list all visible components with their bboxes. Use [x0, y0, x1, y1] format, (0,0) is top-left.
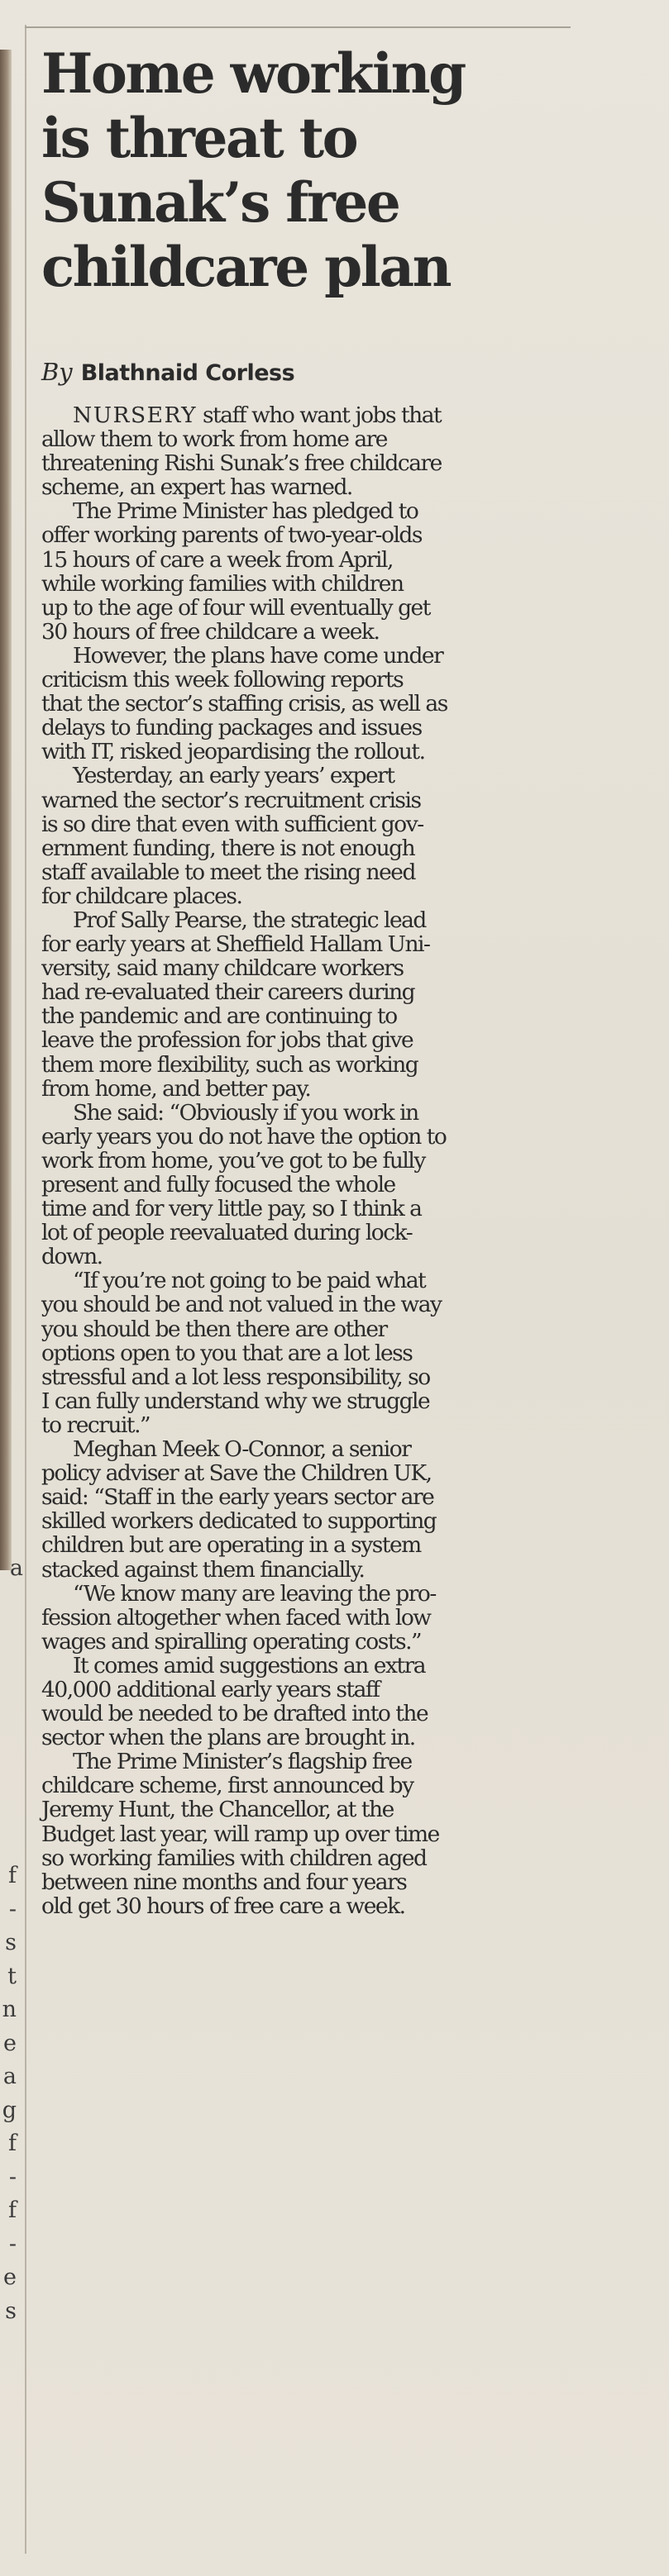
line-text: down. [41, 1244, 103, 1270]
line-text: 40,000 additional early years staff [41, 1676, 380, 1702]
text-line [41, 668, 620, 692]
line-text: criticism this week following reports [41, 667, 404, 693]
text-line [41, 1485, 620, 1509]
line-text: Jeremy Hunt, the Chancellor, at the [41, 1797, 394, 1823]
text-line [41, 1774, 620, 1797]
text-line [41, 716, 620, 740]
line-text: with IT, risked jeopardising the rollout. [41, 739, 425, 765]
line-text: wages and spiralling operating costs.” [41, 1628, 422, 1655]
line-text: policy adviser at Save the Children UK, [41, 1460, 432, 1487]
line-text: for childcare places. [41, 883, 242, 909]
text-line [41, 1797, 620, 1821]
text-line [41, 1293, 620, 1317]
line-text: would be needed to be drafted into the [41, 1701, 428, 1727]
adjacent-column-fragment: s [5, 1930, 17, 1955]
text-line [41, 427, 620, 451]
text-line [41, 1533, 620, 1557]
adjacent-column-fragment: a [2, 2064, 17, 2089]
headline-line: Sunak’s free [41, 170, 399, 235]
adjacent-column-fragment: n [2, 1997, 17, 2022]
text-line [41, 836, 620, 860]
line-text: present and fully focused the whole [41, 1172, 395, 1198]
line-text: you should be and not valued in the way [41, 1292, 442, 1318]
line-text: to recruit.” [41, 1412, 151, 1438]
article-paragraph [41, 1437, 620, 1582]
text-line [41, 1173, 620, 1197]
headline-line: childcare plan [41, 235, 451, 299]
line-text: leave the profession for jobs that give [41, 1027, 413, 1054]
line-text: “We know many are leaving the pro- [73, 1580, 436, 1607]
text-line [41, 1317, 620, 1341]
line-text: up to the age of four will eventually get [41, 594, 430, 621]
text-line [41, 548, 620, 572]
text-line [41, 1125, 620, 1149]
line-text: versity, said many childcare workers [41, 955, 404, 982]
text-line [41, 1509, 620, 1533]
article-paragraph [41, 1750, 620, 1918]
text-line [41, 451, 620, 475]
article-body [41, 403, 620, 1918]
text-line [41, 499, 620, 523]
article-paragraph [41, 908, 620, 1101]
adjacent-column-fragment: t [7, 1963, 17, 1989]
line-text: lot of people reevaluated during lock- [41, 1220, 413, 1246]
line-text: delays to funding packages and issues [41, 715, 422, 741]
text-line [41, 1461, 620, 1485]
top-rule [25, 26, 571, 28]
text-line [41, 884, 620, 908]
line-text: Meghan Meek O-Connor, a senior [73, 1436, 411, 1463]
text-line [41, 475, 620, 499]
headline-line: Home working [41, 41, 465, 106]
text-line [41, 1101, 620, 1125]
article-paragraph [41, 1101, 620, 1269]
adjacent-column-fragment: e [3, 2264, 17, 2290]
text-line [41, 1221, 620, 1245]
text-line [41, 1894, 620, 1918]
adjacent-column-fragment-top: a [9, 1555, 23, 1581]
text-line [41, 620, 620, 644]
lead-word: NURSERY [73, 402, 198, 428]
article-paragraph [41, 764, 620, 908]
text-line [41, 812, 620, 836]
text-line [41, 1004, 620, 1028]
line-text: However, the plans have come under [73, 642, 443, 669]
text-line [41, 1077, 620, 1101]
line-text: you should be then there are other [41, 1316, 387, 1342]
line-text: the pandemic and are continuing to [41, 1003, 397, 1030]
adjacent-photo-edge [0, 50, 12, 1570]
line-text: 15 hours of care a week from April, [41, 546, 393, 573]
text-line [41, 1726, 620, 1750]
text-line [41, 1341, 620, 1365]
adjacent-column-fragment: f [8, 1863, 17, 1888]
text-line [41, 572, 620, 596]
line-text: is so dire that even with sufficient gov- [41, 811, 423, 837]
text-line [41, 740, 620, 764]
line-text: ernment funding, there is not enough [41, 835, 415, 861]
line-text: Prof Sally Pearse, the strategic lead [73, 907, 426, 933]
line-text: staff available to meet the rising need [41, 859, 415, 885]
line-text: The Prime Minister’s flagship free [73, 1749, 412, 1775]
text-line [41, 644, 620, 668]
line-text: “If you’re not going to be paid what [73, 1268, 426, 1294]
adjacent-column-fragment: - [8, 2231, 17, 2257]
line-text: scheme, an expert has warned. [41, 474, 352, 501]
text-line [41, 908, 620, 932]
article-paragraph [41, 499, 620, 644]
text-line [41, 1437, 620, 1461]
byline [41, 355, 620, 390]
text-line [41, 1702, 620, 1726]
text-line [41, 1269, 620, 1293]
text-line [41, 1582, 620, 1606]
line-text: work from home, you’ve got to be fully [41, 1147, 425, 1174]
text-line [41, 1678, 620, 1702]
text-line [41, 692, 620, 716]
text-line [41, 1028, 620, 1052]
line-text: skilled workers dedicated to supporting [41, 1508, 437, 1535]
line-text: had re-evaluated their careers during [41, 979, 415, 1006]
adjacent-column-fragment: e [3, 2030, 17, 2056]
line-text: that the sector’s staffing crisis, as well as [41, 691, 447, 717]
text-line [41, 956, 620, 980]
line-text: so working families with children aged [41, 1845, 427, 1871]
line-text: stressful and a lot less responsibility, so [41, 1364, 430, 1390]
line-text: said: “Staff in the early years sector are [41, 1484, 434, 1511]
line-text: allow them to work from home are [41, 426, 387, 453]
line-text: time and for very little pay, so I think a [41, 1196, 422, 1222]
text-line [41, 1413, 620, 1437]
text-line [41, 596, 620, 620]
text-line [41, 1822, 620, 1846]
column-divider [25, 25, 26, 2554]
text-line [41, 932, 620, 956]
text-line [41, 1606, 620, 1630]
article-paragraph [41, 1269, 620, 1437]
text-line [41, 1389, 620, 1413]
line-text: stacked against them financially. [41, 1556, 365, 1583]
line-text: childcare scheme, first announced by [41, 1773, 413, 1799]
text-line [41, 1750, 620, 1774]
line-text: Budget last year, will ramp up over time [41, 1821, 439, 1847]
adjacent-column-fragment: f [8, 2197, 17, 2223]
line-text: options open to you that are a lot less [41, 1340, 413, 1366]
text-line [41, 1053, 620, 1077]
line-text: them more flexibility, such as working [41, 1051, 418, 1078]
article-paragraph [41, 1654, 620, 1750]
line-text: I can fully understand why we struggle [41, 1388, 430, 1414]
text-line [41, 1365, 620, 1389]
adjacent-column-fragment: f [8, 2131, 17, 2156]
text-line [41, 1870, 620, 1894]
text-line [41, 980, 620, 1004]
byline-prefix: By [41, 358, 73, 386]
text-line [41, 1197, 620, 1221]
line-text: The Prime Minister has pledged to [73, 498, 418, 525]
text-line [41, 860, 620, 884]
article-paragraph [41, 644, 620, 764]
line-text: fession altogether when faced with low [41, 1604, 431, 1631]
line-text: old get 30 hours of free care a week. [41, 1893, 405, 1919]
article-paragraph [41, 403, 620, 499]
text-line [41, 1654, 620, 1678]
line-text: while working families with children [41, 570, 404, 597]
line-text: staff who want jobs that [197, 402, 442, 428]
line-text: from home, and better pay. [41, 1075, 311, 1102]
text-line [41, 788, 620, 812]
line-text: It comes amid suggestions an extra [73, 1652, 426, 1678]
line-text: threatening Rishi Sunak’s free childcare [41, 450, 442, 477]
line-text: Yesterday, an early years’ expert [73, 763, 394, 789]
line-text: children but are operating in a system [41, 1532, 421, 1559]
line-text: early years you do not have the option to [41, 1123, 447, 1150]
adjacent-column-fragment: s [5, 2297, 17, 2324]
headline [41, 41, 620, 299]
text-line [41, 764, 620, 788]
article-paragraph [41, 1582, 620, 1654]
text-line [41, 523, 620, 547]
text-line [41, 1149, 620, 1173]
line-text: She said: “Obviously if you work in [73, 1099, 418, 1126]
text-line [41, 1245, 620, 1269]
text-line [41, 1630, 620, 1654]
line-text: for early years at Sheffield Hallam Uni- [41, 931, 430, 958]
text-line [41, 403, 620, 427]
text-line [41, 1558, 620, 1582]
adjacent-column-fragment: g [2, 2097, 17, 2123]
line-text: offer working parents of two-year-olds [41, 522, 422, 549]
adjacent-column-fragments [0, 1859, 23, 2328]
line-text: sector when the plans are brought in. [41, 1725, 415, 1751]
text-line [41, 1846, 620, 1870]
line-text: between nine months and four years [41, 1869, 407, 1895]
adjacent-column-fragment: - [8, 1896, 17, 1922]
line-text: 30 hours of free childcare a week. [41, 618, 380, 645]
byline-author: Blathnaid Corless [80, 360, 295, 386]
article [41, 41, 620, 1918]
line-text: warned the sector’s recruitment crisis [41, 787, 421, 813]
headline-line: is threat to [41, 106, 357, 170]
adjacent-column-fragment: - [8, 2164, 17, 2190]
